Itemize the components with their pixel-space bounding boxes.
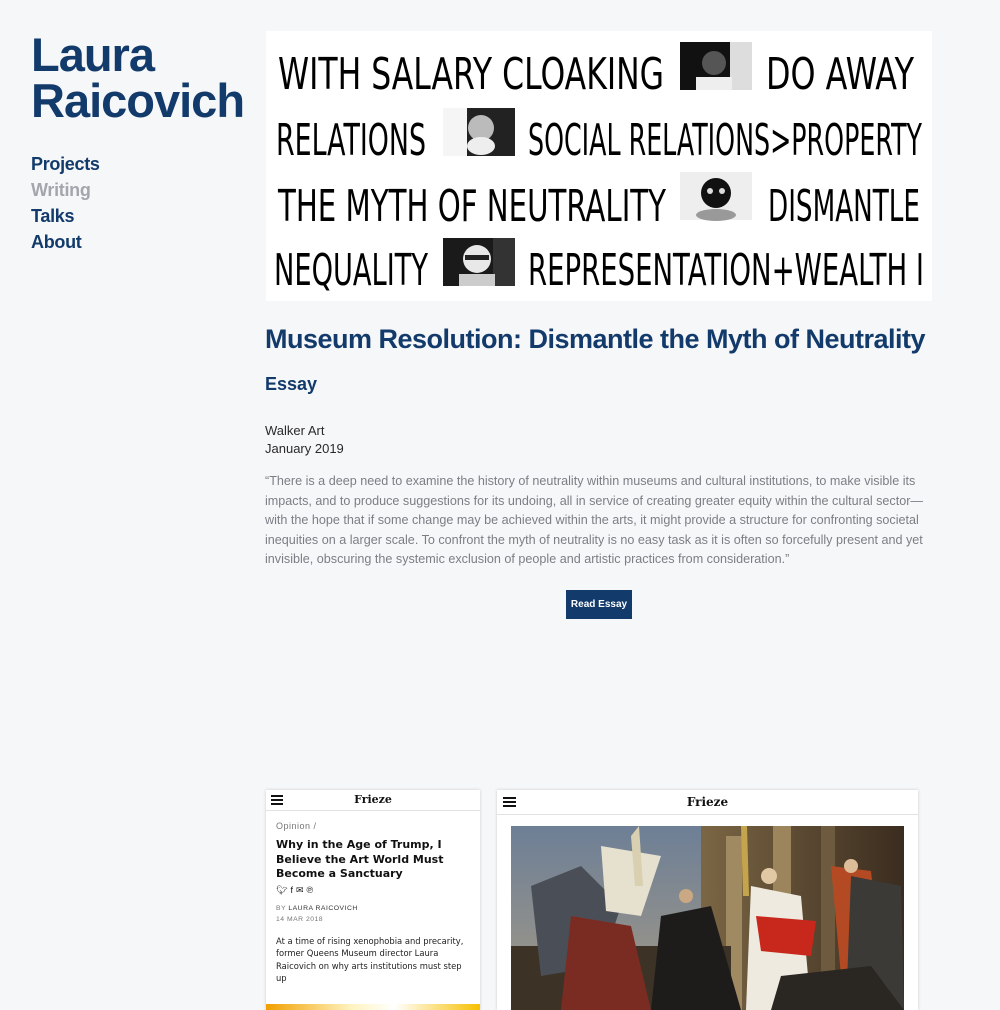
- nav-item-about[interactable]: About: [31, 232, 82, 252]
- main-nav: [31, 151, 100, 255]
- frieze-painting-card[interactable]: [497, 790, 918, 1010]
- site-title-first-name: Laura: [31, 28, 154, 81]
- nav-item-projects[interactable]: Projects: [31, 154, 100, 174]
- article-excerpt: “There is a deep need to examine the history of neutrality within museums and cultural institutions, to make visible its impacts, and to produce suggestions for its undoing, all in service of creating greater equity within the cultural sector—with the hope that if some change may be achieved within the arts, it might provide a structure for confronting societal inequities on a larger scale. To confront the myth of neutrality is no easy task as it is often so forcefully present and yet invisible, obscuring the systemic exclusion of people and artistic practices from consideration.”: [265, 474, 924, 567]
- article-meta: [265, 422, 344, 458]
- nav-item-talks[interactable]: Talks: [31, 206, 75, 226]
- hero-row-text: THE MYTH OF NEUTRALITY: [277, 181, 667, 232]
- byline-prefix: BY: [276, 904, 286, 912]
- portrait-photo: [680, 172, 752, 221]
- hero-row-text: DO AWAY: [766, 49, 915, 100]
- hero-row-text: NEQUALITY: [274, 245, 429, 296]
- painting-image: [511, 826, 904, 1010]
- hero-row-text: REPRESENTATION+WEALTH I: [528, 245, 924, 296]
- pinterest-icon: ℗: [306, 884, 317, 895]
- hero-row-text: DISMANTLE: [768, 181, 920, 232]
- portrait-photo: [680, 42, 752, 90]
- portrait-photo: [443, 238, 515, 286]
- card-image-strip: [266, 1004, 480, 1010]
- card-description: At a time of rising xenophobia and precarity, former Queens Museum director Laura Raicovich on why arts institutions must step up: [276, 935, 464, 983]
- frieze-logo: Frieze: [354, 793, 392, 806]
- hero-row-text: WITH SALARY CLOAKING: [278, 49, 664, 100]
- hero-row-text: SOCIAL RELATIONS>PROPERTY: [528, 115, 923, 166]
- hero-row-text: RELATIONS: [276, 115, 426, 166]
- hero-text-collage: [266, 31, 932, 301]
- frieze-article-card[interactable]: [266, 790, 480, 1010]
- byline-date: 14 MAR 2018: [276, 915, 324, 923]
- nav-item-writing[interactable]: Writing: [31, 180, 91, 200]
- byline-author: LAURA RAICOVICH: [288, 904, 358, 912]
- share-icons: [276, 885, 470, 896]
- twitter-icon: 🐦︎: [276, 884, 291, 895]
- article-title: Museum Resolution: Dismantle the Myth of Neutrality: [265, 324, 926, 354]
- frieze-logo: Frieze: [686, 795, 729, 809]
- card-header: [497, 790, 918, 815]
- site-title-last-name: Raicovich: [31, 74, 245, 127]
- publication-date: January 2019: [265, 441, 344, 456]
- publication-name: Walker Art: [265, 423, 325, 438]
- article-type: Essay: [265, 374, 318, 394]
- hero-image: [266, 31, 932, 301]
- card-header: [266, 790, 480, 811]
- email-icon: ✉: [295, 884, 307, 895]
- read-essay-button[interactable]: Read Essay: [566, 590, 632, 619]
- card-title: Why in the Age of Trump, I Believe the Art World Must Become a Sanctuary: [276, 838, 444, 880]
- portrait-photo: [443, 108, 515, 156]
- facebook-icon: f: [290, 884, 296, 895]
- card-byline: [276, 903, 470, 925]
- site-title[interactable]: [31, 28, 245, 127]
- card-kicker: Opinion /: [276, 821, 317, 831]
